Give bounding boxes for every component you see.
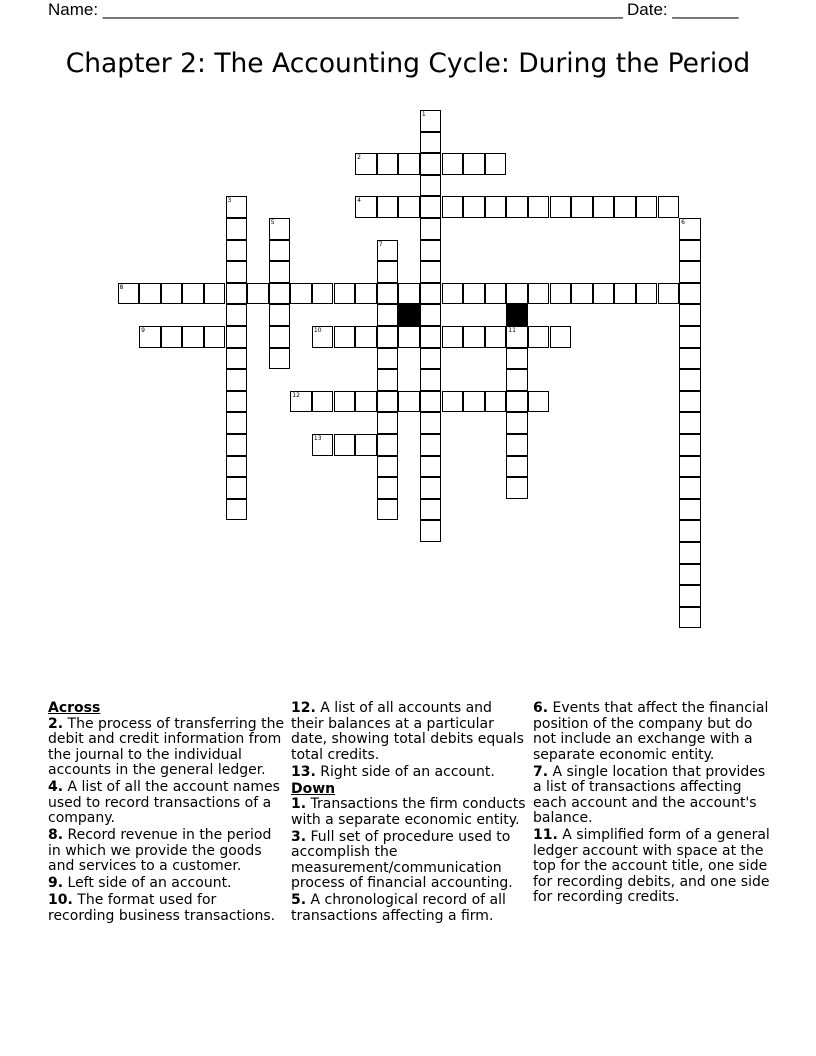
clue-number: 4 xyxy=(357,197,361,205)
grid-cell[interactable] xyxy=(118,283,140,305)
grid-cell[interactable] xyxy=(506,196,528,218)
grid-cell[interactable] xyxy=(377,304,399,326)
grid-cell[interactable] xyxy=(420,434,442,456)
clue-number-label: 11. xyxy=(533,827,558,843)
grid-cell[interactable] xyxy=(398,326,420,348)
clue-text: Left side of an account. xyxy=(63,875,232,891)
grid-cell[interactable] xyxy=(226,412,248,434)
grid-cell[interactable] xyxy=(226,477,248,499)
grid-cell[interactable] xyxy=(679,585,701,607)
grid-cell[interactable] xyxy=(420,261,442,283)
grid-cell[interactable] xyxy=(226,391,248,413)
grid-cell[interactable] xyxy=(506,391,528,413)
grid-cell[interactable] xyxy=(506,412,528,434)
grid-cell[interactable] xyxy=(528,326,550,348)
grid-cell[interactable] xyxy=(679,348,701,370)
clue-text: The format used for recording business transactions. xyxy=(48,892,276,924)
grid-cell[interactable] xyxy=(550,196,572,218)
grid-cell[interactable] xyxy=(528,196,550,218)
clue-number: 8 xyxy=(119,283,124,291)
grid-cell[interactable] xyxy=(290,391,312,413)
grid-cell[interactable] xyxy=(636,196,658,218)
clue-number-label: 10. xyxy=(48,892,73,908)
grid-cell[interactable] xyxy=(139,283,161,305)
grid-cell[interactable] xyxy=(420,240,442,262)
grid-cell[interactable] xyxy=(679,434,701,456)
grid-cell[interactable] xyxy=(506,434,528,456)
clue-number-label: 13. xyxy=(291,763,316,780)
grid-cell[interactable] xyxy=(528,391,550,413)
grid-cell[interactable] xyxy=(377,434,399,456)
grid-cell[interactable] xyxy=(442,153,464,175)
grid-cell[interactable] xyxy=(377,477,399,499)
clue-number: 9 xyxy=(141,327,145,334)
clue-number-label: 9. xyxy=(48,875,64,891)
clue-number: 10 xyxy=(313,327,322,334)
grid-cell[interactable] xyxy=(679,218,701,240)
clue-item xyxy=(533,701,773,763)
grid-cell[interactable] xyxy=(204,283,226,305)
grid-cell[interactable] xyxy=(636,283,658,305)
grid-cell[interactable] xyxy=(506,326,528,348)
grid-cell[interactable] xyxy=(334,283,356,305)
grid-cell[interactable] xyxy=(420,348,442,370)
grid-cell[interactable] xyxy=(679,564,701,586)
grid-cell[interactable] xyxy=(463,196,485,218)
grid-cell[interactable] xyxy=(528,283,550,305)
grid-cell[interactable] xyxy=(550,326,572,348)
grid-cell[interactable] xyxy=(485,326,507,348)
clue-item xyxy=(48,876,286,892)
clue-number-label: 5. xyxy=(291,892,307,908)
grid-cell[interactable] xyxy=(679,499,701,521)
grid-cell[interactable] xyxy=(420,520,442,542)
grid-cell[interactable] xyxy=(312,326,334,348)
down-heading: Down xyxy=(291,780,336,797)
grid-cell[interactable] xyxy=(269,261,291,283)
grid-cell[interactable] xyxy=(463,391,485,413)
grid-cell[interactable] xyxy=(420,153,442,175)
grid-cell[interactable] xyxy=(377,153,399,175)
grid-cell[interactable] xyxy=(593,196,615,218)
clue-number-label: 1. xyxy=(291,796,307,812)
clue-number-label: 2. xyxy=(48,715,64,732)
grid-cell[interactable] xyxy=(355,391,377,413)
clue-text: Record revenue in the period in which we provide the goods and services to a customer. xyxy=(48,827,272,874)
grid-cell[interactable] xyxy=(420,196,442,218)
grid-cell[interactable] xyxy=(679,542,701,564)
grid-cell[interactable] xyxy=(614,283,636,305)
grid-cell[interactable] xyxy=(226,196,248,218)
grid-cell[interactable] xyxy=(485,153,507,175)
clue-item xyxy=(533,765,773,827)
clue-text: A list of all the account names used to record transactions of a company. xyxy=(48,779,280,826)
grid-cell[interactable] xyxy=(377,283,399,305)
grid-cell[interactable] xyxy=(377,348,399,370)
clue-number: 13 xyxy=(313,435,322,442)
grid-cell[interactable] xyxy=(312,391,334,413)
grid-cell[interactable] xyxy=(614,196,636,218)
grid-cell[interactable] xyxy=(658,283,680,305)
grid-cell[interactable] xyxy=(269,240,291,262)
grid-cell[interactable] xyxy=(679,607,701,629)
grid-cell[interactable] xyxy=(377,391,399,413)
grid-cell[interactable] xyxy=(442,283,464,305)
clue-text: Events that affect the financial position of the company but do not include an exchange with a separate economic entity. xyxy=(533,700,769,763)
clue-text: Right side of an account. xyxy=(315,763,495,780)
grid-cell[interactable] xyxy=(139,326,161,348)
grid-cell[interactable] xyxy=(182,326,204,348)
grid-cell[interactable] xyxy=(420,175,442,197)
clue-number-label: 6. xyxy=(533,700,549,716)
clue-item xyxy=(48,717,286,779)
grid-cell[interactable] xyxy=(442,326,464,348)
grid-cell[interactable] xyxy=(420,326,442,348)
clue-number-label: 4. xyxy=(48,779,64,795)
grid-cell[interactable] xyxy=(226,499,248,521)
grid-cell[interactable] xyxy=(420,477,442,499)
grid-cell[interactable] xyxy=(506,369,528,391)
grid-cell[interactable] xyxy=(679,240,701,262)
grid-cell[interactable] xyxy=(463,153,485,175)
black-square xyxy=(506,304,528,326)
grid-cell[interactable] xyxy=(226,261,248,283)
grid-cell[interactable] xyxy=(679,391,701,413)
grid-cell[interactable] xyxy=(355,153,377,175)
grid-cell[interactable] xyxy=(355,196,377,218)
grid-cell[interactable] xyxy=(420,218,442,240)
grid-cell[interactable] xyxy=(204,326,226,348)
clue-item xyxy=(48,828,286,875)
grid-cell[interactable] xyxy=(679,326,701,348)
grid-cell[interactable] xyxy=(226,326,248,348)
grid-cell[interactable] xyxy=(226,348,248,370)
grid-cell[interactable] xyxy=(377,240,399,262)
grid-cell[interactable] xyxy=(226,434,248,456)
grid-cell[interactable] xyxy=(398,196,420,218)
grid-cell[interactable] xyxy=(420,412,442,434)
grid-cell[interactable] xyxy=(269,304,291,326)
grid-cell[interactable] xyxy=(679,261,701,283)
clue-number: 7 xyxy=(378,240,383,248)
grid-cell[interactable] xyxy=(269,348,291,370)
grid-cell[interactable] xyxy=(355,434,377,456)
grid-cell[interactable] xyxy=(226,240,248,262)
grid-cell[interactable] xyxy=(355,326,377,348)
grid-cell[interactable] xyxy=(377,499,399,521)
grid-cell[interactable] xyxy=(485,196,507,218)
grid-cell[interactable] xyxy=(377,369,399,391)
clue-number-label: 12. xyxy=(291,700,316,716)
grid-cell[interactable] xyxy=(550,283,572,305)
grid-cell[interactable] xyxy=(355,283,377,305)
grid-cell[interactable] xyxy=(182,283,204,305)
clue-item xyxy=(291,830,526,892)
clue-text: A simplified form of a general ledger account with space at the top for the account title, one side for recording debits, and one side for recording credits. xyxy=(533,827,770,905)
clue-text: A single location that provides a list of transactions affecting each account and the account's balance. xyxy=(533,763,766,826)
grid-cell[interactable] xyxy=(485,283,507,305)
clue-item xyxy=(291,893,526,924)
grid-cell[interactable] xyxy=(334,434,356,456)
grid-cell[interactable] xyxy=(420,369,442,391)
grid-cell[interactable] xyxy=(679,456,701,478)
grid-cell[interactable] xyxy=(679,283,701,305)
page-title: Chapter 2: The Accounting Cycle: During the Period xyxy=(65,48,751,79)
clue-column-2 xyxy=(291,701,526,926)
grid-cell[interactable] xyxy=(442,196,464,218)
grid-cell[interactable] xyxy=(506,348,528,370)
grid-cell[interactable] xyxy=(226,369,248,391)
grid-cell[interactable] xyxy=(312,434,334,456)
grid-cell[interactable] xyxy=(334,326,356,348)
grid-cell[interactable] xyxy=(226,456,248,478)
clue-number: 3 xyxy=(227,197,232,205)
grid-cell[interactable] xyxy=(679,477,701,499)
grid-cell[interactable] xyxy=(679,369,701,391)
grid-cell[interactable] xyxy=(593,283,615,305)
grid-cell[interactable] xyxy=(398,283,420,305)
grid-cell[interactable] xyxy=(420,456,442,478)
clue-item xyxy=(48,780,286,827)
clue-number-label: 7. xyxy=(533,763,549,780)
grid-cell[interactable] xyxy=(398,153,420,175)
grid-cell[interactable] xyxy=(420,304,442,326)
clue-text: Transactions the firm conducts with a separate economic entity. xyxy=(291,796,526,828)
grid-cell[interactable] xyxy=(420,283,442,305)
clue-item xyxy=(291,765,526,781)
grid-cell[interactable] xyxy=(463,326,485,348)
clue-item xyxy=(291,701,526,763)
grid-cell[interactable] xyxy=(269,283,291,305)
clue-number-label: 3. xyxy=(291,828,307,845)
date-line: Date: _______ xyxy=(627,0,739,19)
grid-cell[interactable] xyxy=(226,304,248,326)
clue-item xyxy=(291,797,526,828)
grid-cell[interactable] xyxy=(377,412,399,434)
grid-cell[interactable] xyxy=(247,283,269,305)
grid-cell[interactable] xyxy=(463,283,485,305)
grid-cell[interactable] xyxy=(571,196,593,218)
grid-cell[interactable] xyxy=(312,283,334,305)
grid-cell[interactable] xyxy=(377,326,399,348)
grid-cell[interactable] xyxy=(571,283,593,305)
grid-cell[interactable] xyxy=(679,520,701,542)
clue-number: 5 xyxy=(270,219,275,226)
clue-column-3 xyxy=(533,701,773,907)
clue-item xyxy=(533,828,773,906)
grid-cell[interactable] xyxy=(377,456,399,478)
grid-cell[interactable] xyxy=(485,391,507,413)
across-heading: Across xyxy=(48,700,101,716)
clue-text: The process of transferring the debit and credit information from the journal to the individual accounts in the general ledger. xyxy=(48,715,285,778)
grid-cell[interactable] xyxy=(420,132,442,154)
clue-text: Full set of procedure used to accomplish the measurement/communication process of financial accounting. xyxy=(291,828,513,891)
clue-text: A list of all accounts and their balances at a particular date, showing total debits equals total credits. xyxy=(291,700,524,763)
grid-cell[interactable] xyxy=(679,304,701,326)
grid-cell[interactable] xyxy=(442,391,464,413)
grid-cell[interactable] xyxy=(334,391,356,413)
grid-cell[interactable] xyxy=(269,218,291,240)
clue-column-1 xyxy=(48,701,286,926)
grid-cell[interactable] xyxy=(506,456,528,478)
grid-cell[interactable] xyxy=(290,283,312,305)
grid-cell[interactable] xyxy=(269,326,291,348)
clue-number-label: 8. xyxy=(48,827,64,843)
clue-number: 6 xyxy=(681,219,685,226)
grid-cell[interactable] xyxy=(398,391,420,413)
grid-cell[interactable] xyxy=(377,196,399,218)
grid-cell[interactable] xyxy=(377,261,399,283)
grid-cell[interactable] xyxy=(226,218,248,240)
clue-number: 2 xyxy=(357,154,361,162)
clue-text: A chronological record of all transactions affecting a firm. xyxy=(291,892,506,924)
grid-cell[interactable] xyxy=(161,283,183,305)
black-square xyxy=(398,304,420,326)
grid-cell[interactable] xyxy=(420,499,442,521)
clue-number: 12 xyxy=(292,391,300,399)
clue-item xyxy=(48,893,286,924)
grid-cell[interactable] xyxy=(420,110,442,132)
name-line: Name: _______________________________________________________ xyxy=(48,0,623,19)
grid-cell[interactable] xyxy=(226,283,248,305)
grid-cell[interactable] xyxy=(679,412,701,434)
grid-cell[interactable] xyxy=(506,283,528,305)
grid-cell[interactable] xyxy=(658,196,680,218)
clue-number: 11 xyxy=(508,327,516,334)
grid-cell[interactable] xyxy=(420,391,442,413)
clue-number: 1 xyxy=(421,111,426,118)
grid-cell[interactable] xyxy=(161,326,183,348)
grid-cell[interactable] xyxy=(506,477,528,499)
